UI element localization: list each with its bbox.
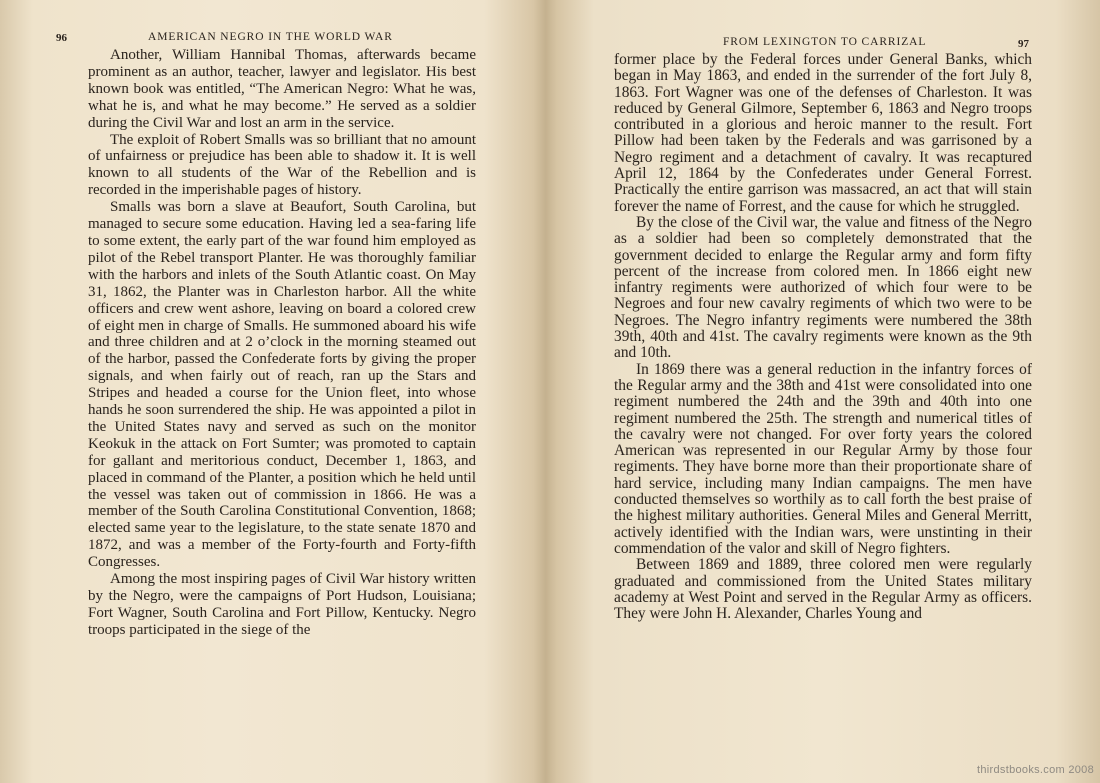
running-head-left: AMERICAN NEGRO IN THE WORLD WAR bbox=[148, 31, 393, 43]
page-number-left: 96 bbox=[56, 32, 67, 44]
paragraph: The exploit of Robert Smalls was so brilliant that no amount of unfairness or prejudice has been able to shadow it. It is well known to all students of the War of the Rebellion and is recorded in the imperishable pages of history. bbox=[88, 131, 476, 199]
paragraph: Another, William Hannibal Thomas, afterwards became prominent as an author, teacher, lawyer and legislator. His best known book was entitled, “The American Negro: What he was, what he is, and what he may become.” He served as a soldier during the Civil War and lost an arm in the service. bbox=[88, 47, 476, 131]
paragraph: In 1869 there was a general reduction in the infantry forces of the Regular army and the 38th and 41st were consolidated into one regiment numbered the 24th and the 39th and 40th into one regiment numbered the 25th. The strength and numerical titles of the cavalry were not changed. For over forty years the colored American was represented in our Regular Army by those four regiments. They have borne more than their proportionate share of hard service, including many Indian campaigns. The men have conducted themselves so worthily as to call forth the best praise of the highest military authorities. General Miles and General Merritt, actively identified with the Indian wars, were unstinting in their commendation of the valor and skill of Negro fighters. bbox=[614, 360, 1032, 557]
paragraph: Between 1869 and 1889, three colored men were regularly graduated and commissioned from the United States military academy at West Point and served in the Regular Army as officers. They were John H. Alexander, Charles Young and bbox=[614, 556, 1032, 623]
left-page bbox=[0, 0, 545, 783]
paragraph: By the close of the Civil war, the value and fitness of the Negro as a soldier had been so completely demonstrated that the government decided to enlarge the Regular army and form fifty percent of the increase from colored men. In 1866 eight new infantry regiments were authorized of which four were to be Negroes and four new cavalry regiments of which two were to be Negroes. The Negro infantry regiments were numbered the 38th 39th, 40th and 41st. The cavalry regiments were known as the 9th and 10th. bbox=[614, 213, 1032, 362]
watermark: thirdstbooks.com 2008 bbox=[977, 764, 1094, 776]
continued-paragraph: former place by the Federal forces under General Banks, which began in May 1863, and ended in the surrender of the fort July 8, 1863. Fort Wagner was one of the defenses of Charleston. It was reduced by General Gilmore, September 6, 1863 and Negro troops contributed in a glorious and heroic manner to the result. Fort Pillow had been taken by the Federals and was garrisoned by a Negro regiment and a detachment of cavalry. It was recaptured April 12, 1864 by the Confederates under General Forrest. Practically the entire garrison was massacred, an act that will stain forever the name of Forrest, and the cause for which he struggled. bbox=[614, 51, 1032, 215]
paragraph: Among the most inspiring pages of Civil War history written by the Negro, were the campaigns of Port Hudson, Louisiana; Fort Wagner, South Carolina and Fort Pillow, Kentucky. Negro troops participated in the siege of the bbox=[88, 571, 476, 638]
paragraph: Smalls was born a slave at Beaufort, South Carolina, but managed to secure some education. Having led a sea-faring life to some extent, the early part of the war found him employed as pilot of the Rebel transport Planter. He was thoroughly familiar with the harbors and inlets of the South Atlantic coast. On May 31, 1862, the Planter was in Charleston harbor. All the white officers and crew went ashore, leaving on board a colored crew of eight men in charge of Smalls. He summoned aboard his wife and three children and at 2 o’clock in the morning steamed out of the harbor, passed the Confederate forts by giving the proper signals, and when fairly out of reach, ran up the Stars and Stripes and headed a course for the Union fleet, into whose hands he soon surrendered the ship. He was appointed a pilot in the United States navy and served as such on the monitor Keokuk in the attack on Fort Sumter; was promoted to captain for gallant and meritorious conduct, December 1, 1863, and placed in command of the Planter, a position which he held until the vessel was taken out of commission in 1866. He was a member of the South Carolina Constitutional Convention, 1868; elected same year to the legislature, to the state senate 1870 and 1872, and was a member of the Forty-fourth and Forty-fifth Congresses. bbox=[88, 199, 476, 571]
page-number-right: 97 bbox=[1018, 38, 1029, 50]
right-page bbox=[548, 0, 1100, 783]
right-page-text bbox=[614, 52, 1032, 622]
left-page-text bbox=[88, 47, 476, 639]
running-head-right: FROM LEXINGTON TO CARRIZAL bbox=[723, 36, 927, 48]
